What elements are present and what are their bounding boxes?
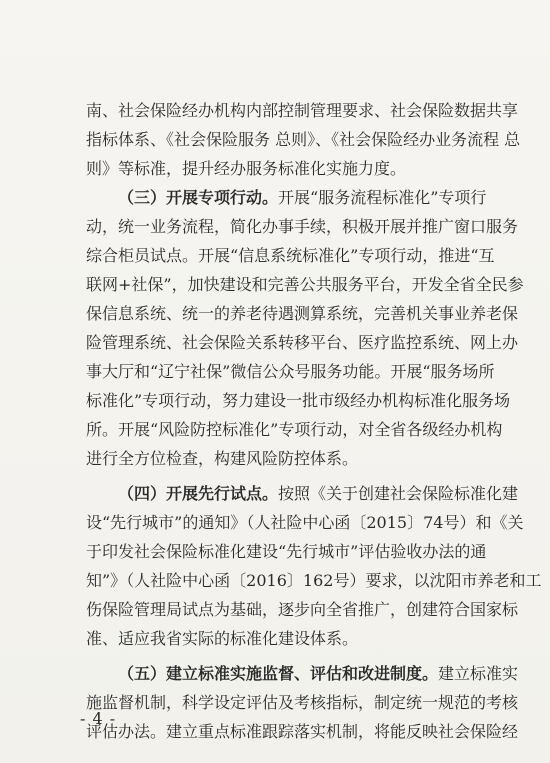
paragraph-line: 知”》（人社险中心函〔2016〕162号）要求，以沈阳市养老和工 <box>86 571 542 590</box>
page-number: - 4 - <box>80 709 117 728</box>
paragraph-line: 设“先行城市”的通知》（人社险中心函〔2015〕74号）和《关 <box>86 513 524 532</box>
paragraph-text: 建立标准实 <box>438 664 519 683</box>
paragraph-line <box>86 479 519 508</box>
paragraph-line: 评估办法。建立重点标准跟踪落实机制，将能反映社会保险经 <box>86 722 519 741</box>
paragraph-line: 所。开展“风险防控标准化”专项行动，对全省各级经办机构 <box>86 420 503 439</box>
paragraph-text: 按照《关于创建社会保险标准化建 <box>278 484 519 503</box>
paragraph-line: 南、社会保险经办机构内部控制管理要求、社会保险数据共享 <box>86 101 519 120</box>
paragraph-line: 保信息系统、统一的养老待遇测算系统，完善机关事业养老保 <box>86 304 519 323</box>
paragraph-line <box>86 659 519 688</box>
paragraph-line: 进行全方位检查，构建风险防控体系。 <box>86 449 359 468</box>
paragraph-line: 指标体系、《社会保险服务 总则》、《社会保险经办业务流程 总 <box>86 130 521 149</box>
paragraph-line: 联网+社保”，加快建设和完善公共服务平台，开发全省全民参 <box>86 275 524 294</box>
paragraph-line: 则》等标准，提升经办服务标准化实施力度。 <box>86 159 407 178</box>
section-heading: （五）建立标准实施监督、评估和改进制度。 <box>118 664 439 683</box>
paragraph-line: 动，统一业务流程，简化办事手续，积极开展并推广窗口服务 <box>86 217 519 236</box>
section-heading: （四）开展先行试点。 <box>118 484 279 503</box>
paragraph-line <box>86 183 487 212</box>
paragraph-line: 险管理系统、社会保险关系转移平台、医疗监控系统、网上办 <box>86 333 519 352</box>
paragraph-line: 伤保险管理局试点为基础，逐步向全省推广，创建符合国家标 <box>86 600 519 619</box>
paragraph-line: 于印发社会保险标准化建设“先行城市”评估验收办法的通 <box>86 542 487 561</box>
paragraph-line: 施监督机制，科学设定评估及考核指标，制定统一规范的考核 <box>86 693 519 712</box>
document-body <box>86 96 542 746</box>
paragraph-line: 事大厅和“辽宁社保”微信公众号服务功能。开展“服务场所 <box>86 362 495 381</box>
section-heading: （三）开展专项行动。 <box>118 188 279 207</box>
paragraph-text: 开展“服务流程标准化”专项行 <box>278 188 487 207</box>
paragraph-line: 准、适应我省实际的标准化建设体系。 <box>86 629 359 648</box>
paragraph-line: 标准化”专项行动，努力建设一批市级经办机构标准化服务场 <box>86 391 511 410</box>
paragraph-line: 综合柜员试点。开展“信息系统标准化”专项行动，推进“互 <box>86 246 495 265</box>
